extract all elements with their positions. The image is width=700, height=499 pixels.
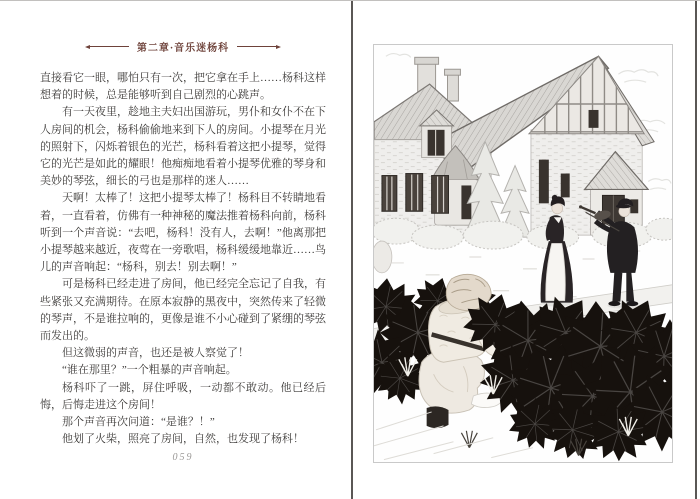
chapter-title: 第二章·音乐迷杨科 <box>136 43 230 54</box>
header-ornament-right <box>237 45 281 49</box>
garden-ornament <box>374 241 392 273</box>
page-number: 059 <box>172 452 194 463</box>
paragraph: 直接看它一眼，哪怕只有一次，把它拿在手上……杨科这样想着的时候，总是能够听到自己剧烈的心跳声。 <box>40 72 326 102</box>
paragraph: 那个声音再次问道：“是谁？！” <box>62 416 215 429</box>
gable-window <box>589 110 599 128</box>
burdock-leaves-front <box>459 284 672 462</box>
paragraph: 但这微弱的声音，也还是被人察觉了！ <box>62 347 249 360</box>
boy-boot <box>427 406 449 428</box>
manor-house <box>374 56 672 249</box>
paragraph: 可是杨科已经走进了房间，他已经完全忘记了自我，有些紧张又充满期待。在原本寂静的黑夜中，突然传来了轻微的琴声，不是谁拉响的，更像是谁不小心碰到了紧绷的琴弦而发出的。 <box>40 278 326 343</box>
paragraph: 他划了火柴，照亮了房间，自然，也发现了杨科！ <box>62 433 304 446</box>
paragraph: “谁在那里？”一个粗暴的声音响起。 <box>62 364 237 377</box>
page-left <box>0 1 352 499</box>
illustration-frame <box>373 44 673 463</box>
page-right <box>353 1 700 499</box>
paragraph: 杨科吓了一跳，屏住呼吸，一动都不敢动。他已经后悔，后悔走进这个房间！ <box>40 381 326 411</box>
illustration-manor-scene <box>374 45 672 462</box>
header-ornament-left <box>85 45 129 49</box>
chapter-header <box>40 39 326 54</box>
paragraph: 有一天夜里，趁地主夫妇出国游玩，男仆和女仆不在下人房间的机会，杨科偷偷地来到下人的房间。小提琴在月光的照射下，闪烁着银色的光芒，杨科看着这把小提琴，觉得它的光芒是如此的耀眼！他痴痴地看着小提琴优雅的琴身和美妙的琴弦，细长的弓也是那样的迷人…… <box>40 106 326 188</box>
body-text <box>40 70 326 448</box>
paragraph: 天啊！太棒了！这把小提琴太棒了！杨科目不转睛地看着，一直看着，仿佛有一种神秘的魔法推着杨科向前，杨科听到一个声音说：“去吧，杨科！没有人，去啊！”他离那把小提琴越来越近，夜莺在一旁歌唱，杨科缓缓地靠近……鸟儿的声音响起：“杨科，别去！别去啊！” <box>40 192 326 274</box>
ground-hatching <box>374 412 533 460</box>
